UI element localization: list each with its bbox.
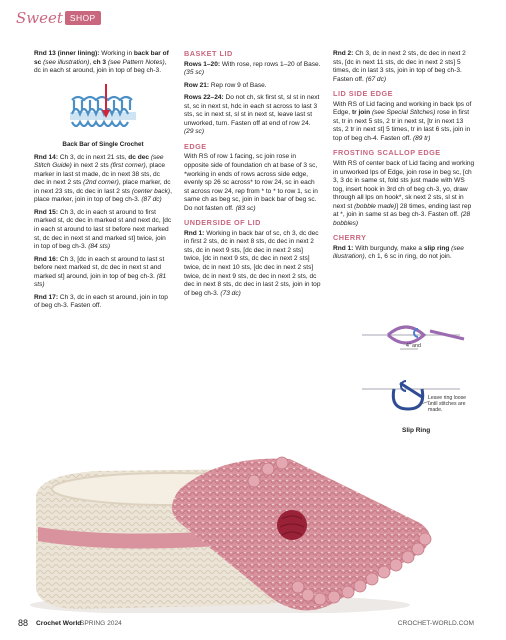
back-bar-illustration xyxy=(34,80,172,140)
rows-1-20: Rows 1–20: With rose, rep rows 1–20 of Base. (35 sc) xyxy=(184,60,321,77)
brand-script: Sweet xyxy=(16,9,63,27)
basket-photo xyxy=(30,455,480,613)
section-underside: UNDERSIDE OF LID xyxy=(184,218,261,228)
magazine-name: Crochet World xyxy=(36,620,82,627)
lid-side-text: With RS of Lid facing and working in back lps of Edge, tr join (see Special Stitches) rose in first st, tr in next 5 sts, 2 tr in next st, [tr in next 13 sts, 2 tr in next st] 5 times, tr in last 6 sts, join in top of beg ch-4. Fasten off. (89 tr) xyxy=(333,100,472,142)
slip-ring-caption: Slip Ring xyxy=(402,427,431,434)
page-header xyxy=(16,6,101,30)
page-footer xyxy=(0,612,506,636)
rnd-16: Rnd 16: Ch 3, [dc in each st around to last st before next marked st, dc dec in next st and marked st] around, join in top of beg ch-3. (81 sts) xyxy=(34,255,167,289)
section-edge: EDGE xyxy=(184,141,207,151)
issue-date: SPRING 2024 xyxy=(80,620,122,627)
frosting-text: With RS of center back of Lid facing and working in unworked lps of Edge, join rose in beg sc, [ch 3, 3 dc in same st, fold sts just made with WS tog, insert hook in 3rd ch of beg ch-3, yo, draw through all lps on hook*, sk next 2 sts, sl st in next st (bobble made)] 28 times, ending last rep at *, join in same st as beg ch-3. Fasten off. (28 bobbles) xyxy=(333,160,475,227)
cherry xyxy=(277,510,307,540)
back-bar-caption: Back Bar of Single Crochet xyxy=(62,141,144,149)
underside-rnd-1: Rnd 1: Working in back bar of sc, ch 3, dc dec in first 2 sts, dc in next 8 sts, dc dec in next 2 sts, dc in next 9 sts, [dc dec in next 2 sts] twice, [dc in next 9 sts, dc dec in next 2 sts] twice, dc in next 10 sts, [dc dec in next 2 sts] twice, dc in next 9 sts, dc dec in next 2 sts, dc dec in next 8 sts, dc dec in last 2 sts, join in top of beg ch-3. (73 dc) xyxy=(184,229,321,297)
section-frosting: FROSTING SCALLOP EDGE xyxy=(333,148,441,158)
column-2 xyxy=(184,50,321,302)
section-lid-side-edge: LID SIDE EDGE xyxy=(333,89,394,99)
rnd-13: Rnd 13 (inner lining): Working in back bar of sc (see illustration), ch 3 (see Pattern Notes), dc in each st around, join in top of beg ch-3. xyxy=(34,50,169,75)
brand-tag: SHOP xyxy=(65,11,101,25)
section-basket-lid: BASKET LID xyxy=(184,49,233,58)
slip-label-and: 4" and xyxy=(406,343,421,349)
section-cherry: CHERRY xyxy=(333,233,367,243)
edge-text: With RS of row 1 facing, sc join rose in opposite side of foundation ch at base of 3 sc, *working in ends of rows across side edge, evenly sp 26 sc across* to row 24, sc in each st across row 24, rep from * to * to row 1, sc in same ch as beg sc, join in back bar of beg sc. Do not fasten off. (83 sc) xyxy=(184,153,318,212)
website: CROCHET-WORLD.COM xyxy=(397,620,474,627)
rnd-14: Rnd 14: Ch 3, dc in next 21 sts, dc dec (see Stitch Guide) in next 2 sts (first corner), place marker in last st made, dc in next 38 sts, dc dec in next 2 sts (2nd corner), place marker, dc in next 23 sts, dc dec in last 2 sts (center back), place marker, join in top of beg ch-3. (87 dc) xyxy=(34,153,172,204)
slip-label-leave: Leave ring loose until stitches are made. xyxy=(428,395,467,413)
slip-ring-diagram xyxy=(360,323,470,451)
page-number: 88 xyxy=(18,618,29,628)
row-21: Row 21: Rep row 9 of Base. xyxy=(184,81,267,89)
rnd-2: Rnd 2: Ch 3, dc in next 2 sts, dc dec in next 2 sts, [dc in next 11 sts, dc dec in next 2 sts] 5 times, dc in last 3 sts, join in top of beg ch-3. Fasten off. (67 dc) xyxy=(333,50,466,83)
rnd-15: Rnd 15: Ch 3, dc in each st around to first marked st, dc dec in marked st and next dc, [dc in each st around to last st before next marked st, dc dec in next st and marked st] twice, join in top of beg ch-3. (84 sts) xyxy=(34,208,172,251)
column-1 xyxy=(34,50,172,315)
column-3 xyxy=(333,50,475,266)
rows-22-24: Rows 22–24: Do not ch, sk first st, sl st in next st, sc in next st, hdc in each st across to last 3 sts, sc in next st, sl st in next st, leave last st unworked, turn. Fasten off at end of row 24. (29 sc) xyxy=(184,94,320,136)
cherry-rnd-1: Rnd 1: With burgundy, make a slip ring (see illustration), ch 1, 6 sc in ring, do not join. xyxy=(333,244,464,261)
rnd-17: Rnd 17: Ch 3, dc in each st around, join in top of beg ch-3. Fasten off. xyxy=(34,293,168,310)
back-bar-diagram xyxy=(34,80,172,150)
